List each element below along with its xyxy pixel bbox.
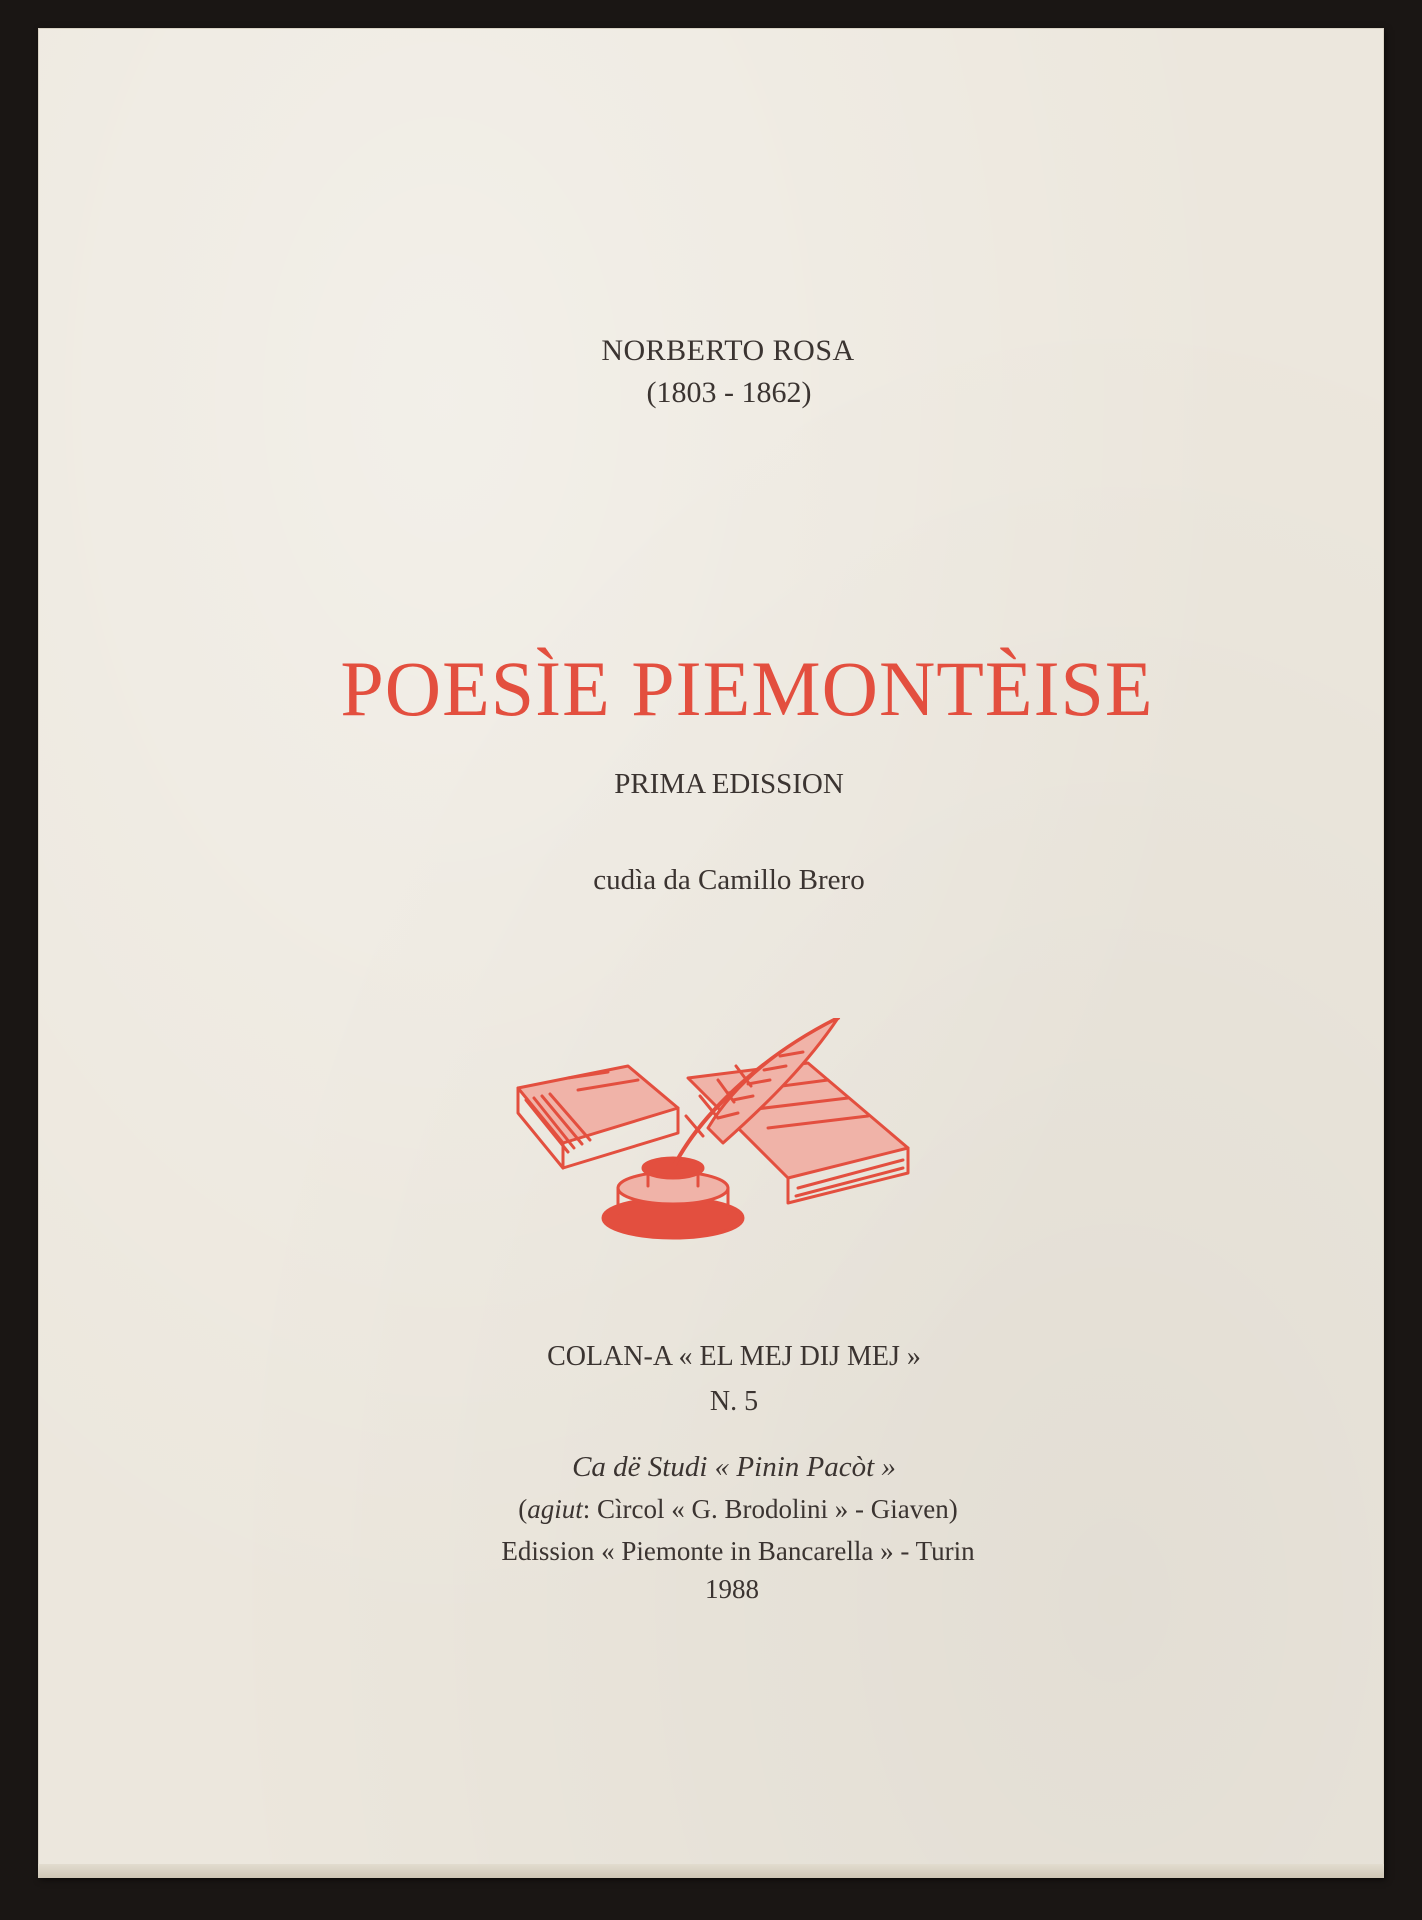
aid-credit xyxy=(65,1494,1411,1525)
book-with-quill-and-inkwell-icon xyxy=(508,1018,928,1248)
book-cover xyxy=(38,28,1384,1878)
author-dates: (1803 - 1862) xyxy=(646,376,812,409)
editor-credit: cudìa da Camillo Brero xyxy=(593,864,865,896)
cover-bottom-edge xyxy=(38,1864,1384,1878)
publication-year: 1988 xyxy=(705,1574,759,1604)
aid-label: agiut xyxy=(527,1494,583,1524)
author-name: NORBERTO ROSA xyxy=(601,334,855,367)
book-title: POESÌE PIEMONTÈISE xyxy=(340,645,1154,732)
series-name: COLAN-A « EL MEJ DIJ MEJ » xyxy=(547,1341,921,1372)
edition-house: Edission « Piemonte in Bancarella » - Turin xyxy=(501,1536,975,1566)
aid-open-paren: ( xyxy=(518,1494,528,1524)
publisher-name: Ca dë Studi « Pinin Pacòt » xyxy=(572,1451,896,1483)
edition-label: PRIMA EDISSION xyxy=(614,768,844,800)
series-number: N. 5 xyxy=(709,1386,759,1417)
aid-text: : Cìrcol « G. Brodolini » - Giaven) xyxy=(582,1494,958,1524)
